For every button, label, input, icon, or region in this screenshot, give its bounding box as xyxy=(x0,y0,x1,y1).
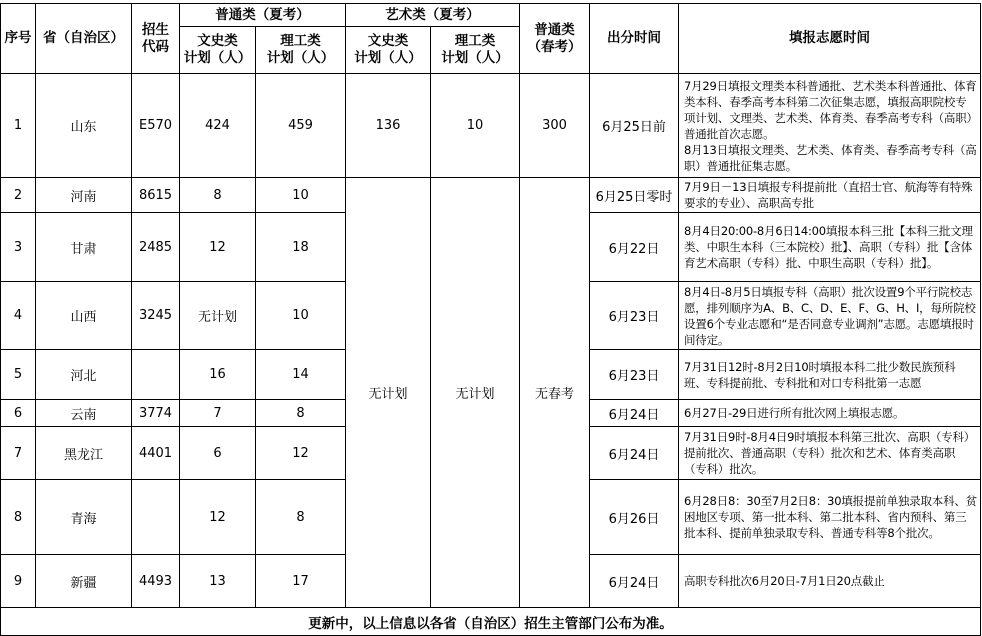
row-province: 云南 xyxy=(36,400,132,427)
row-province: 黑龙江 xyxy=(36,427,132,480)
footer-note: 更新中，以上信息以各省（自治区）招生主管部门公布为准。 xyxy=(1,608,981,636)
row-general-sci: 10 xyxy=(256,282,346,350)
header-code-line2: 代码 xyxy=(142,38,169,55)
header-seq: 序号 xyxy=(1,4,36,74)
row-province: 山东 xyxy=(36,74,132,178)
header-province: 省（自治区） xyxy=(36,4,132,74)
header-art-arts-line2: 计划（人） xyxy=(354,50,422,66)
row-code: E570 xyxy=(132,74,180,178)
header-general-arts-line1: 文史类 xyxy=(197,33,238,49)
fill-paragraph: 6月28日8：30至7月2日8：30填报提前单独录取本科、贫困地区专项、第一批本科、第二批本科、省内预科、第三批本科、提前单独录取专科、普通专科等8个批次。 xyxy=(684,494,977,540)
row-general-sci: 17 xyxy=(256,555,346,608)
row-seq: 3 xyxy=(1,213,36,282)
row-province: 青海 xyxy=(36,480,132,555)
row-general-sci: 459 xyxy=(256,74,346,178)
row-seq: 8 xyxy=(1,480,36,555)
row-score-time: 6月25日前 xyxy=(590,74,679,178)
row-general-arts: 8 xyxy=(180,178,256,213)
admission-plan-table xyxy=(0,3,981,636)
row-fill-time xyxy=(679,350,981,400)
header-spring-line2: （春考） xyxy=(527,38,582,55)
row-code: 4493 xyxy=(132,555,180,608)
row-fill-time xyxy=(679,74,981,178)
row-general-arts: 12 xyxy=(180,213,256,282)
merged-spring: 无春考 xyxy=(520,178,590,608)
row-general-sci: 8 xyxy=(256,480,346,555)
header-code xyxy=(132,4,180,74)
merged-art-sci: 无计划 xyxy=(431,178,520,608)
row-fill-time xyxy=(679,178,981,213)
row-general-sci: 10 xyxy=(256,178,346,213)
row-code: 4401 xyxy=(132,427,180,480)
row-general-sci: 14 xyxy=(256,350,346,400)
row-code: 2485 xyxy=(132,213,180,282)
header-art-sci xyxy=(431,27,520,74)
row-fill-time xyxy=(679,427,981,480)
row-general-arts: 13 xyxy=(180,555,256,608)
fill-paragraph: 7月31日12时-8月2日10时填报本科二批少数民族预科班、专科提前批、专科批和对口专科批第一志愿 xyxy=(684,359,956,390)
row-province: 河北 xyxy=(36,350,132,400)
row-score-time: 6月23日 xyxy=(590,350,679,400)
row-code xyxy=(132,350,180,400)
row-general-sci: 18 xyxy=(256,213,346,282)
fill-paragraph: 7月9日－13日填报专科提前批（直招士官、航海等有特殊要求的专业）、高职高专批 xyxy=(684,180,973,210)
row-fill-time xyxy=(679,480,981,555)
row-score-time: 6月24日 xyxy=(590,400,679,427)
header-code-line1: 招生 xyxy=(142,21,169,38)
fill-paragraph: 7月29日填报文理类本科普通批、艺术类本科普通批、体育类本科、春季高考本科第二次征集志愿，填报高职院校专项计划、文理类、艺术类、体育类、春季高考专科（高职）普通批首次志愿。 xyxy=(684,78,977,141)
row-code: 8615 xyxy=(132,178,180,213)
row-province: 甘肃 xyxy=(36,213,132,282)
row-general-sci: 8 xyxy=(256,400,346,427)
row-seq: 6 xyxy=(1,400,36,427)
row-fill-time xyxy=(679,555,981,608)
row-general-sci: 12 xyxy=(256,427,346,480)
header-general-summer: 普通类（夏考） xyxy=(180,4,346,27)
header-fill-time: 填报志愿时间 xyxy=(679,4,981,74)
row-province: 河南 xyxy=(36,178,132,213)
table-row xyxy=(1,178,981,213)
row-code xyxy=(132,480,180,555)
header-general-sci xyxy=(256,27,346,74)
row-art-arts: 136 xyxy=(346,74,431,178)
header-general-arts-line2: 计划（人） xyxy=(183,50,252,66)
header-general-sci-line2: 计划（人） xyxy=(266,50,335,66)
row-code: 3245 xyxy=(132,282,180,350)
header-art-arts-line1: 文史类 xyxy=(367,33,409,49)
header-spring-line1: 普通类 xyxy=(534,21,575,38)
header-spring xyxy=(520,4,590,74)
fill-paragraph: 高职专科批次6月20日-7月1日20点截止 xyxy=(684,574,885,588)
row-score-time: 6月25日零时 xyxy=(590,178,679,213)
row-seq: 2 xyxy=(1,178,36,213)
header-general-sci-line1: 理工类 xyxy=(280,33,321,49)
row-general-arts: 424 xyxy=(180,74,256,178)
row-seq: 5 xyxy=(1,350,36,400)
row-seq: 4 xyxy=(1,282,36,350)
row-score-time: 6月24日 xyxy=(590,427,679,480)
row-score-time: 6月22日 xyxy=(590,213,679,282)
row-general-arts: 7 xyxy=(180,400,256,427)
row-province: 山西 xyxy=(36,282,132,350)
row-spring: 300 xyxy=(520,74,590,178)
fill-paragraph: 8月4日-8月5日填报专科（高职）批次设置9个平行院校志愿，排列顺序为A、B、C、D、E、F、G、H、I，每所院校设置6个专业志愿和“是否同意专业调剂”志愿。志愿填报时间待定。 xyxy=(684,284,976,347)
row-score-time: 6月23日 xyxy=(590,282,679,350)
header-general-arts xyxy=(180,27,256,74)
row-code: 3774 xyxy=(132,400,180,427)
header-art-sci-line1: 理工类 xyxy=(454,33,496,49)
header-score-time: 出分时间 xyxy=(590,4,679,74)
row-general-arts: 6 xyxy=(180,427,256,480)
fill-paragraph: 8月13日填报文理类、艺术类、体育类、春季高考专科（高职）普通批征集志愿。 xyxy=(684,142,977,173)
fill-paragraph: 7月31日9时-8月4日9时填报本科第三批次、高职（专科）提前批次、普通高职（专科）批次和艺术、体育类高职（专科）批次。 xyxy=(684,430,976,476)
header-art-summer: 艺术类（夏考） xyxy=(346,4,520,27)
row-fill-time xyxy=(679,400,981,427)
row-seq: 9 xyxy=(1,555,36,608)
table-row xyxy=(1,74,981,178)
row-general-arts: 12 xyxy=(180,480,256,555)
row-score-time: 6月24日 xyxy=(590,555,679,608)
row-seq: 1 xyxy=(1,74,36,178)
row-seq: 7 xyxy=(1,427,36,480)
row-general-arts: 无计划 xyxy=(180,282,256,350)
header-art-sci-line2: 计划（人） xyxy=(441,50,509,66)
fill-paragraph: 8月4日20:00-8月6日14:00填报本科三批【本科三批文理类、中职生本科（三本院校）批】、高职（专科）批【含体育艺术高职（专科）批、中职生高职（专科）批】。 xyxy=(684,224,973,270)
merged-art-arts: 无计划 xyxy=(346,178,431,608)
row-fill-time xyxy=(679,282,981,350)
row-fill-time xyxy=(679,213,981,282)
row-general-arts: 16 xyxy=(180,350,256,400)
fill-paragraph: 6月27日-29日进行所有批次网上填报志愿。 xyxy=(684,406,905,420)
row-score-time: 6月26日 xyxy=(590,480,679,555)
header-art-arts xyxy=(346,27,431,74)
row-province: 新疆 xyxy=(36,555,132,608)
row-art-sci: 10 xyxy=(431,74,520,178)
